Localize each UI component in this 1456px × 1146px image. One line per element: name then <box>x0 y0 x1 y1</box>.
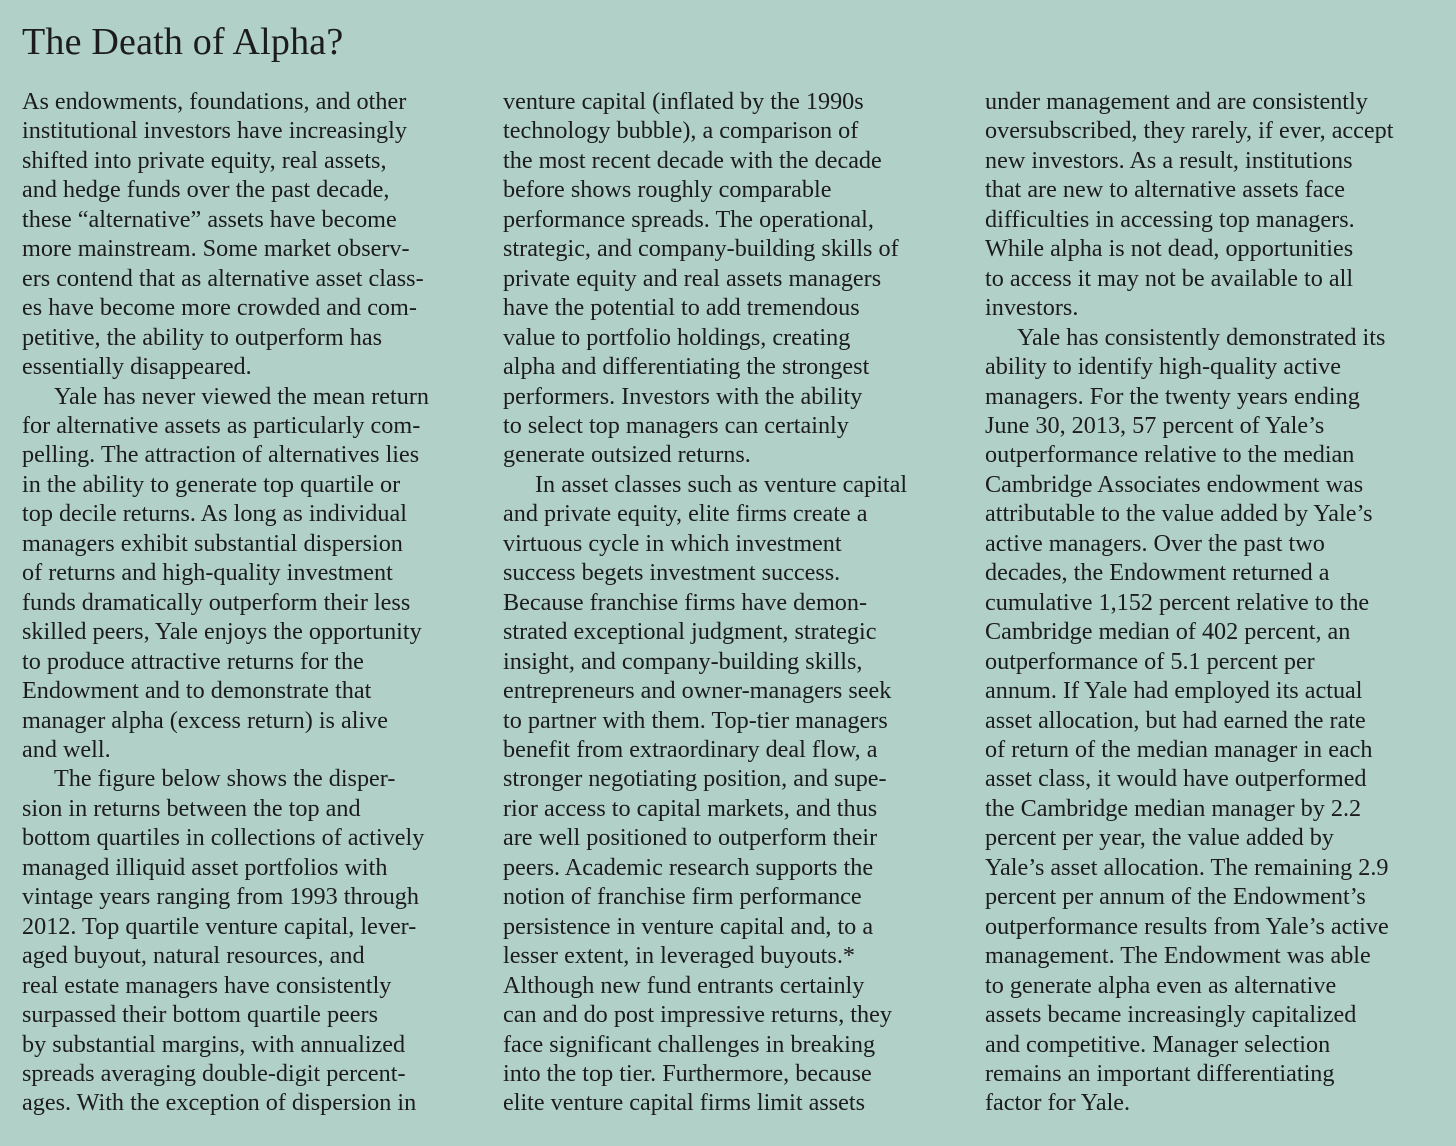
text-line: more mainstream. Some market observ- <box>22 235 410 263</box>
text-line: new investors. As a result, institutions <box>985 146 1353 174</box>
text-line: outperformance of 5.1 percent per <box>985 647 1315 675</box>
text-line: active managers. Over the past two <box>985 529 1325 557</box>
text-line: remains an important differentiating <box>985 1059 1335 1087</box>
text-line: cumulative 1,152 percent relative to the <box>985 588 1370 616</box>
text-line: percent per annum of the Endowment’s <box>985 883 1366 911</box>
text-line: have the potential to add tremendous <box>503 294 860 322</box>
text-line: and hedge funds over the past decade, <box>22 176 390 204</box>
text-line: alpha and differentiating the strongest <box>503 353 870 381</box>
text-line: Endowment and to demonstrate that <box>22 677 372 705</box>
text-line: before shows roughly comparable <box>503 176 832 204</box>
text-line: Because franchise firms have demon- <box>503 588 868 616</box>
text-line: managers exhibit substantial dispersion <box>22 529 403 557</box>
text-line: While alpha is not dead, opportunities <box>985 235 1354 263</box>
text-line: performers. Investors with the ability <box>503 382 863 410</box>
text-line: attributable to the value added by Yale’s <box>985 500 1373 528</box>
text-line: ages. With the exception of dispersion in <box>22 1089 417 1117</box>
text-line: peers. Academic research supports the <box>503 853 874 881</box>
text-line: these “alternative” assets have become <box>22 205 397 233</box>
text-line: to access it may not be available to all <box>985 264 1354 292</box>
text-line: and private equity, elite firms create a <box>503 500 868 528</box>
text-line: Cambridge Associates endowment was <box>985 470 1364 498</box>
text-column-3 <box>985 87 1445 1118</box>
text-line: managed illiquid asset portfolios with <box>22 853 388 881</box>
text-line: insight, and company-building skills, <box>503 647 863 675</box>
text-line: success begets investment success. <box>503 559 841 587</box>
text-line: of return of the median manager in each <box>985 735 1373 763</box>
text-line: to select top managers can certainly <box>503 411 849 439</box>
text-line: face significant challenges in breaking <box>503 1030 876 1058</box>
text-line: and well. <box>22 735 111 763</box>
text-line: 2012. Top quartile venture capital, lever- <box>22 912 417 940</box>
text-line: oversubscribed, they rarely, if ever, accept <box>985 117 1394 145</box>
text-line: venture capital (inflated by the 1990s <box>503 88 864 115</box>
text-line: private equity and real assets managers <box>503 264 882 292</box>
text-line: elite venture capital firms limit assets <box>503 1089 866 1117</box>
text-line: of returns and high-quality investment <box>22 559 393 587</box>
text-line: difficulties in accessing top managers. <box>985 205 1355 233</box>
text-line: investors. <box>985 294 1079 322</box>
text-line: petitive, the ability to outperform has <box>22 323 383 351</box>
text-line: generate outsized returns. <box>503 441 751 469</box>
text-line: vintage years ranging from 1993 through <box>22 883 419 911</box>
text-line: As endowments, foundations, and other <box>22 88 407 115</box>
text-line: surpassed their bottom quartile peers <box>22 1001 378 1029</box>
text-line: sion in returns between the top and <box>22 794 361 822</box>
text-line: can and do post impressive returns, they <box>503 1001 892 1029</box>
text-line: decades, the Endowment returned a <box>985 559 1330 587</box>
text-line: top decile returns. As long as individual <box>22 500 407 528</box>
text-line: Although new fund entrants certainly <box>503 971 865 999</box>
text-line: asset class, it would have outperformed <box>985 765 1367 793</box>
text-line: ers contend that as alternative asset class- <box>22 264 424 292</box>
text-line: outperformance relative to the median <box>985 441 1355 469</box>
text-line: to generate alpha even as alternative <box>985 971 1337 999</box>
text-line: value to portfolio holdings, creating <box>503 323 851 351</box>
text-line: stronger negotiating position, and supe- <box>503 765 887 793</box>
text-line: the Cambridge median manager by 2.2 <box>985 794 1362 822</box>
text-line: to produce attractive returns for the <box>22 647 364 675</box>
text-line: Yale’s asset allocation. The remaining 2.9 <box>985 853 1389 881</box>
text-line: funds dramatically outperform their less <box>22 588 411 616</box>
text-line: bottom quartiles in collections of actively <box>22 824 425 852</box>
text-column-1 <box>22 87 482 1118</box>
text-line: technology bubble), a comparison of <box>503 117 859 145</box>
text-line: to partner with them. Top-tier managers <box>503 706 888 734</box>
text-line: in the ability to generate top quartile or <box>22 470 401 498</box>
text-line: spreads averaging double-digit percent- <box>22 1059 406 1087</box>
text-line: virtuous cycle in which investment <box>503 529 842 557</box>
text-line: asset allocation, but had earned the rate <box>985 706 1366 734</box>
text-line: are well positioned to outperform their <box>503 824 878 852</box>
text-line: performance spreads. The operational, <box>503 205 874 233</box>
text-column-2 <box>503 87 963 1118</box>
text-line: shifted into private equity, real assets, <box>22 146 387 174</box>
text-line: lesser extent, in leveraged buyouts.* <box>503 942 855 970</box>
text-line: aged buyout, natural resources, and <box>22 942 365 970</box>
text-line: Cambridge median of 402 percent, an <box>985 618 1351 646</box>
text-line: manager alpha (excess return) is alive <box>22 706 389 734</box>
text-line: entrepreneurs and owner-managers seek <box>503 677 892 705</box>
text-line: that are new to alternative assets face <box>985 176 1345 204</box>
text-line: strated exceptional judgment, strategic <box>503 618 877 646</box>
text-line: real estate managers have consistently <box>22 971 392 999</box>
text-line: annum. If Yale had employed its actual <box>985 677 1363 705</box>
text-line: under management and are consistently <box>985 88 1368 115</box>
text-line: assets became increasingly capitalized <box>985 1001 1357 1029</box>
text-line: In asset classes such as venture capital <box>535 470 908 498</box>
text-line: es have become more crowded and com- <box>22 294 417 322</box>
text-line: management. The Endowment was able <box>985 942 1371 970</box>
text-line: and competitive. Manager selection <box>985 1030 1331 1058</box>
page-title: The Death of Alpha? <box>22 21 344 63</box>
text-line: essentially disappeared. <box>22 353 252 381</box>
text-line: ability to identify high-quality active <box>985 353 1342 381</box>
text-line: into the top tier. Furthermore, because <box>503 1059 872 1087</box>
text-line: benefit from extraordinary deal flow, a <box>503 735 878 763</box>
text-line: Yale has never viewed the mean return <box>54 382 429 410</box>
text-line: outperformance results from Yale’s active <box>985 912 1389 940</box>
text-line: pelling. The attraction of alternatives lies <box>22 441 420 469</box>
text-line: percent per year, the value added by <box>985 824 1334 852</box>
text-line: The figure below shows the disper- <box>54 765 396 793</box>
text-line: for alternative assets as particularly com- <box>22 411 421 439</box>
text-line: strategic, and company-building skills of <box>503 235 899 263</box>
text-line: by substantial margins, with annualized <box>22 1030 406 1058</box>
text-line: factor for Yale. <box>985 1089 1131 1117</box>
text-line: Yale has consistently demonstrated its <box>1017 323 1386 351</box>
text-line: persistence in venture capital and, to a <box>503 912 874 940</box>
text-line: rior access to capital markets, and thus <box>503 794 878 822</box>
text-line: managers. For the twenty years ending <box>985 382 1360 410</box>
text-line: the most recent decade with the decade <box>503 146 882 174</box>
text-line: institutional investors have increasingly <box>22 117 407 145</box>
text-line: notion of franchise firm performance <box>503 883 862 911</box>
text-line: June 30, 2013, 57 percent of Yale’s <box>985 411 1325 439</box>
text-line: skilled peers, Yale enjoys the opportunity <box>22 618 422 646</box>
